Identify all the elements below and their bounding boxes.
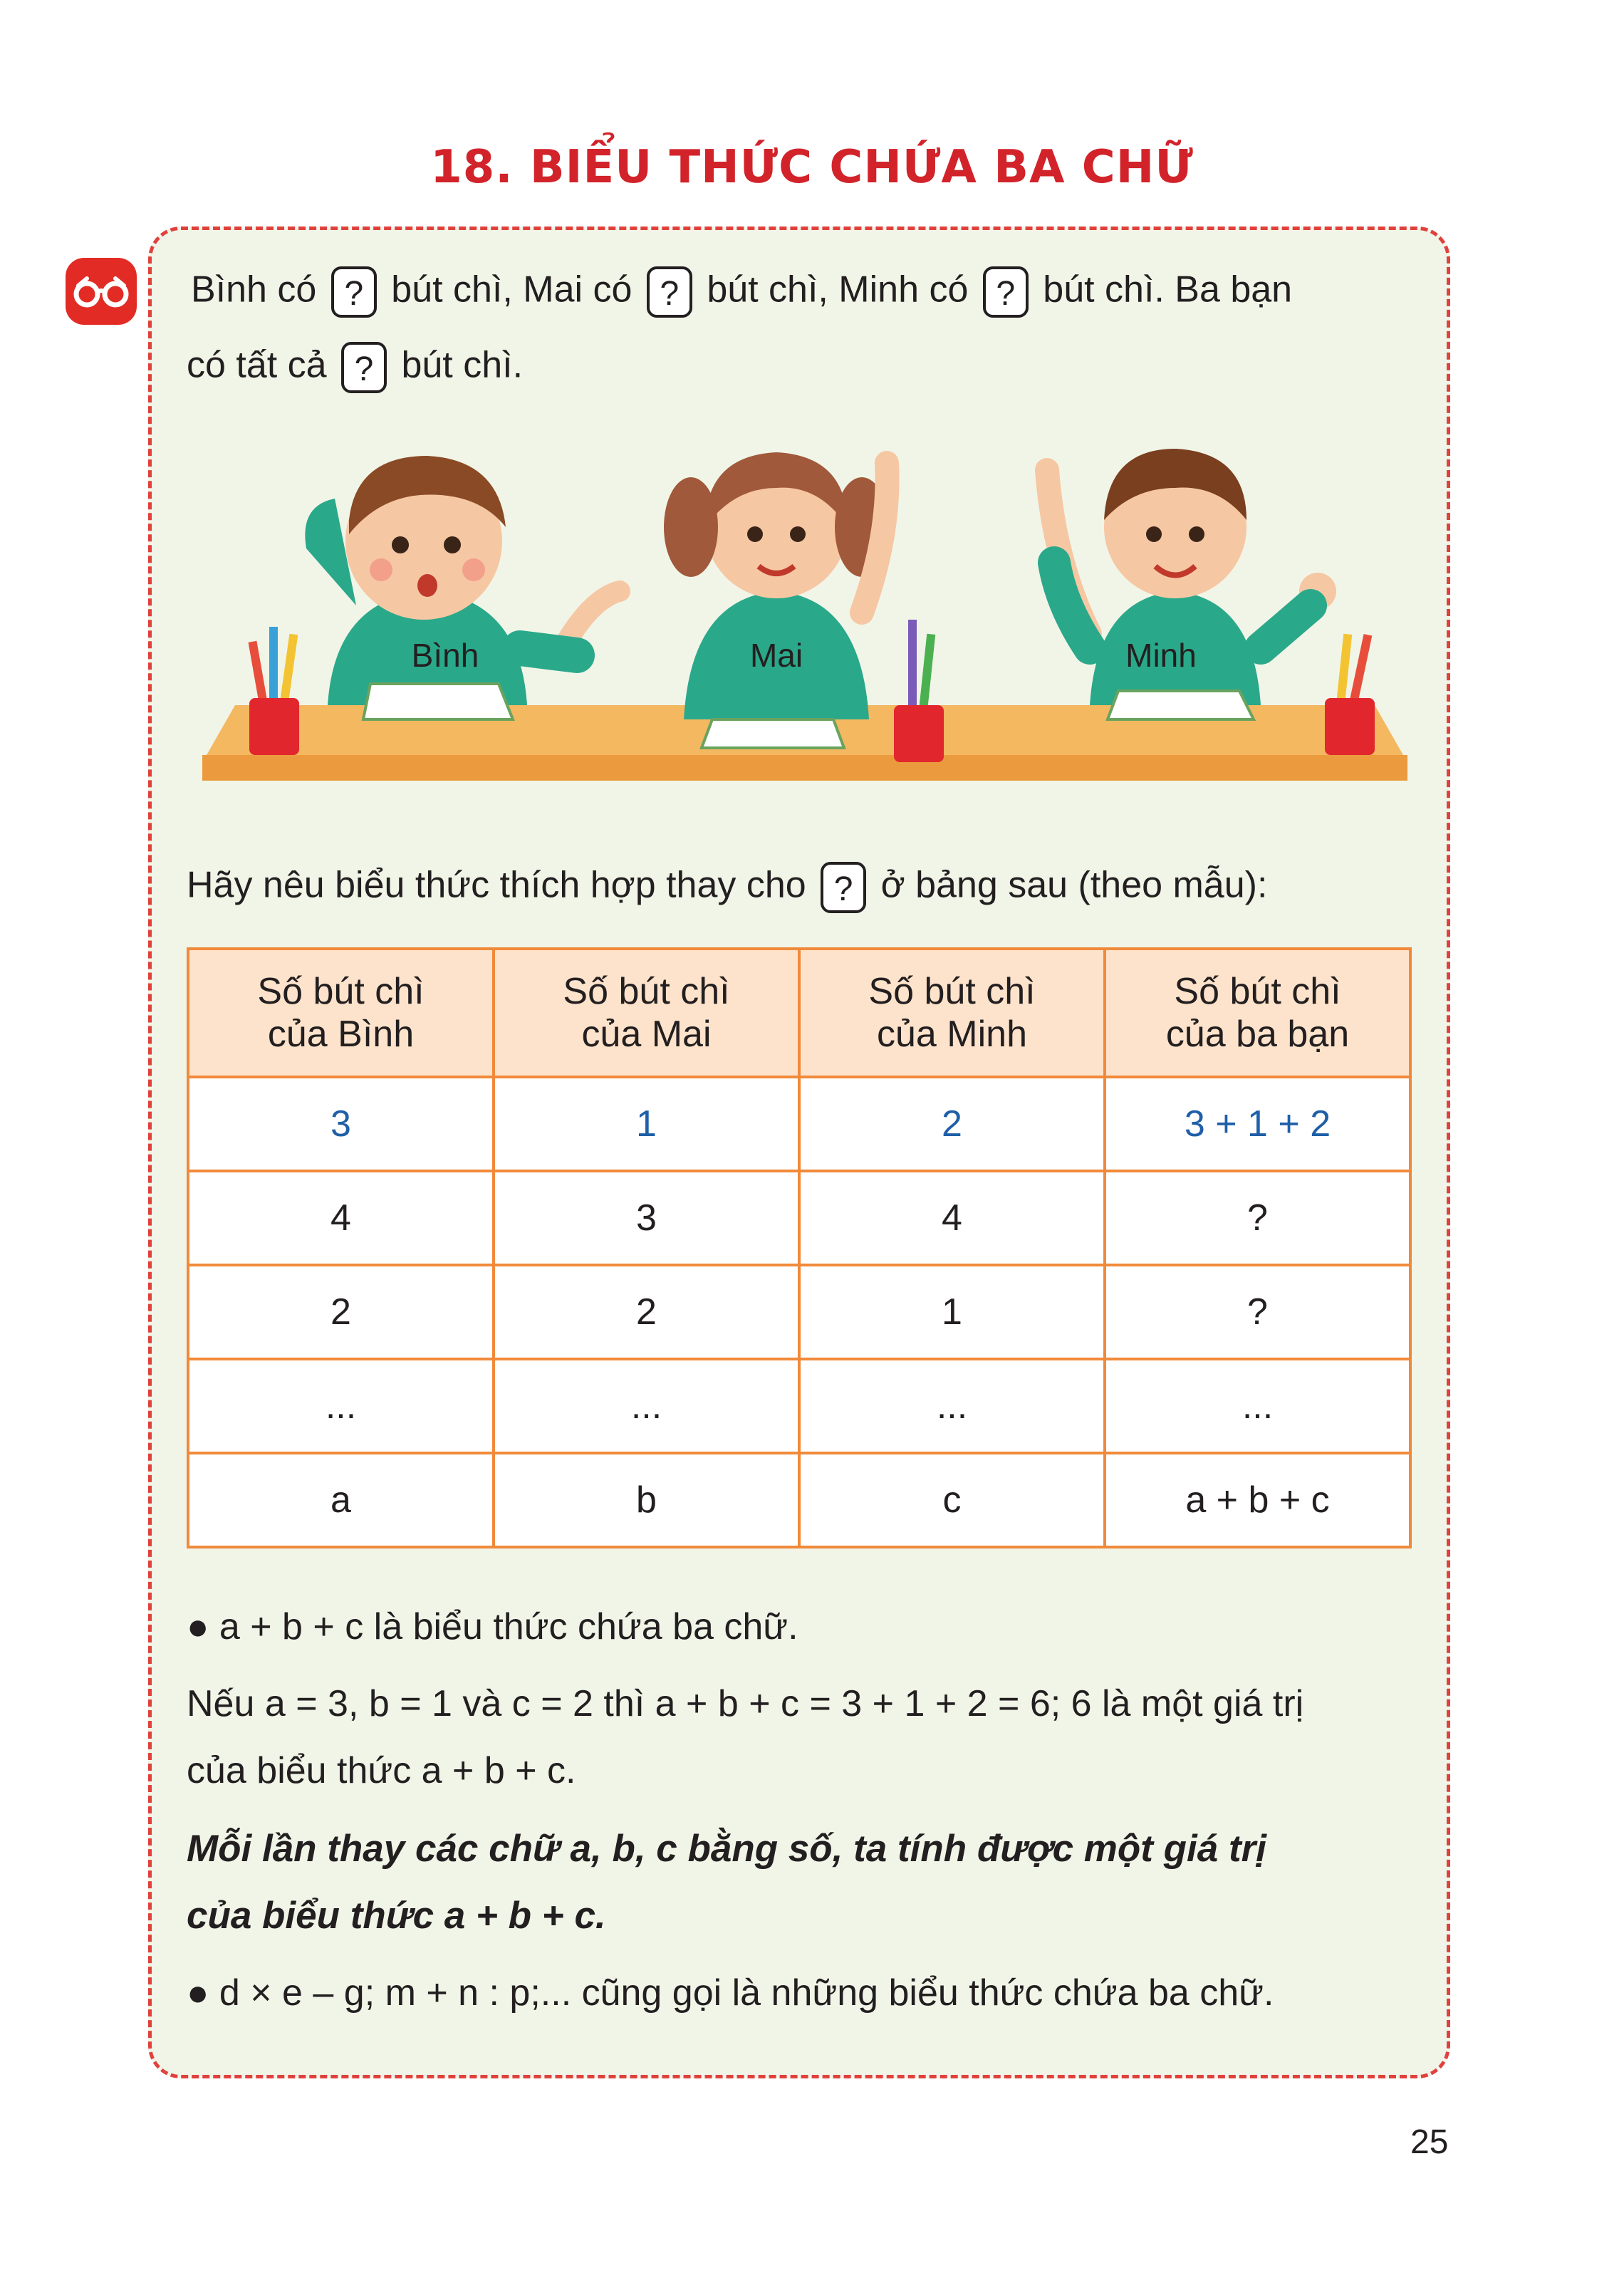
table-header-row: [188, 949, 1410, 1077]
intro-text: có tất cả: [187, 344, 327, 386]
table-cell: 4: [799, 1171, 1105, 1265]
table-row: [188, 1077, 1410, 1171]
table-row: [188, 1171, 1410, 1265]
minh-figure: [1047, 449, 1336, 719]
intro-text: bút chì, Minh có: [707, 269, 969, 311]
note-bullet-2: ● d × e – g; m + n : p;... cũng gọi là những biểu thức chứa ba chữ.: [187, 1972, 1274, 2014]
table-cell: a + b + c: [1105, 1453, 1410, 1547]
table-cell: ...: [1105, 1359, 1410, 1453]
pencil-cup: [894, 620, 944, 762]
question-box: ?: [647, 266, 692, 318]
rule-line-2: của biểu thức a + b + c.: [187, 1895, 606, 1937]
classroom-illustration: [192, 420, 1417, 819]
table-cell: 3: [188, 1077, 494, 1171]
instruction-text: ở bảng sau (theo mẫu):: [880, 864, 1268, 906]
mai-figure: [664, 452, 889, 748]
question-box: ?: [821, 862, 866, 913]
rule-line-1: Mỗi lần thay các chữ a, b, c bằng số, ta tính được một giá trị: [187, 1828, 1266, 1870]
intro-text: bút chì. Ba bạn: [1043, 269, 1293, 311]
table-cell: b: [494, 1453, 799, 1547]
pencil-cup: [249, 627, 299, 755]
table-cell: 2: [494, 1265, 799, 1359]
header-mai: Số bút chì của Mai: [494, 949, 799, 1077]
pencil-table: [187, 947, 1412, 1548]
table-cell: 1: [799, 1265, 1105, 1359]
header-minh: Số bút chì của Minh: [799, 949, 1105, 1077]
table-cell: ...: [494, 1359, 799, 1453]
lesson-title: 18. BIỂU THỨC CHỨA BA CHỮ: [430, 141, 1194, 194]
table-cell: 3 + 1 + 2: [1105, 1077, 1410, 1171]
label-binh: Bình: [411, 637, 479, 674]
header-total: Số bút chì của ba bạn: [1105, 949, 1410, 1077]
intro-text: Bình có: [191, 269, 317, 311]
instruction: [187, 862, 1267, 913]
label-mai: Mai: [749, 637, 803, 674]
intro-text: bút chì, Mai có: [391, 269, 633, 311]
note-line-3: của biểu thức a + b + c.: [187, 1750, 576, 1791]
table-cell: ...: [799, 1359, 1105, 1453]
table-cell: 2: [799, 1077, 1105, 1171]
table-cell: a: [188, 1453, 494, 1547]
intro-text: bút chì.: [401, 344, 524, 386]
table-cell: c: [799, 1453, 1105, 1547]
intro-line-2: [187, 342, 523, 393]
table-cell: 1: [494, 1077, 799, 1171]
table-cell: 3: [494, 1171, 799, 1265]
intro-line-1: [191, 266, 1292, 318]
question-box: ?: [331, 266, 377, 318]
table-row: [188, 1265, 1410, 1359]
table-row: [188, 1453, 1410, 1547]
label-minh: Minh: [1125, 637, 1197, 674]
table-cell: ...: [188, 1359, 494, 1453]
instruction-text: Hãy nêu biểu thức thích hợp thay cho: [187, 864, 806, 906]
question-box: ?: [983, 266, 1029, 318]
table-cell: ?: [1105, 1171, 1410, 1265]
table-cell: ?: [1105, 1265, 1410, 1359]
table-cell: 4: [188, 1171, 494, 1265]
table-cell: 2: [188, 1265, 494, 1359]
note-bullet-1: ● a + b + c là biểu thức chứa ba chữ.: [187, 1606, 798, 1647]
question-box: ?: [341, 342, 387, 393]
page-number: 25: [1410, 2123, 1449, 2161]
pencil-cup: [1325, 634, 1375, 755]
note-line-2: Nếu a = 3, b = 1 và c = 2 thì a + b + c = 3 + 1 + 2 = 6; 6 là một giá trị: [187, 1683, 1304, 1724]
header-binh: Số bút chì của Bình: [188, 949, 494, 1077]
table-row: [188, 1359, 1410, 1453]
binh-figure: [305, 456, 620, 719]
glasses-icon: [66, 258, 137, 325]
